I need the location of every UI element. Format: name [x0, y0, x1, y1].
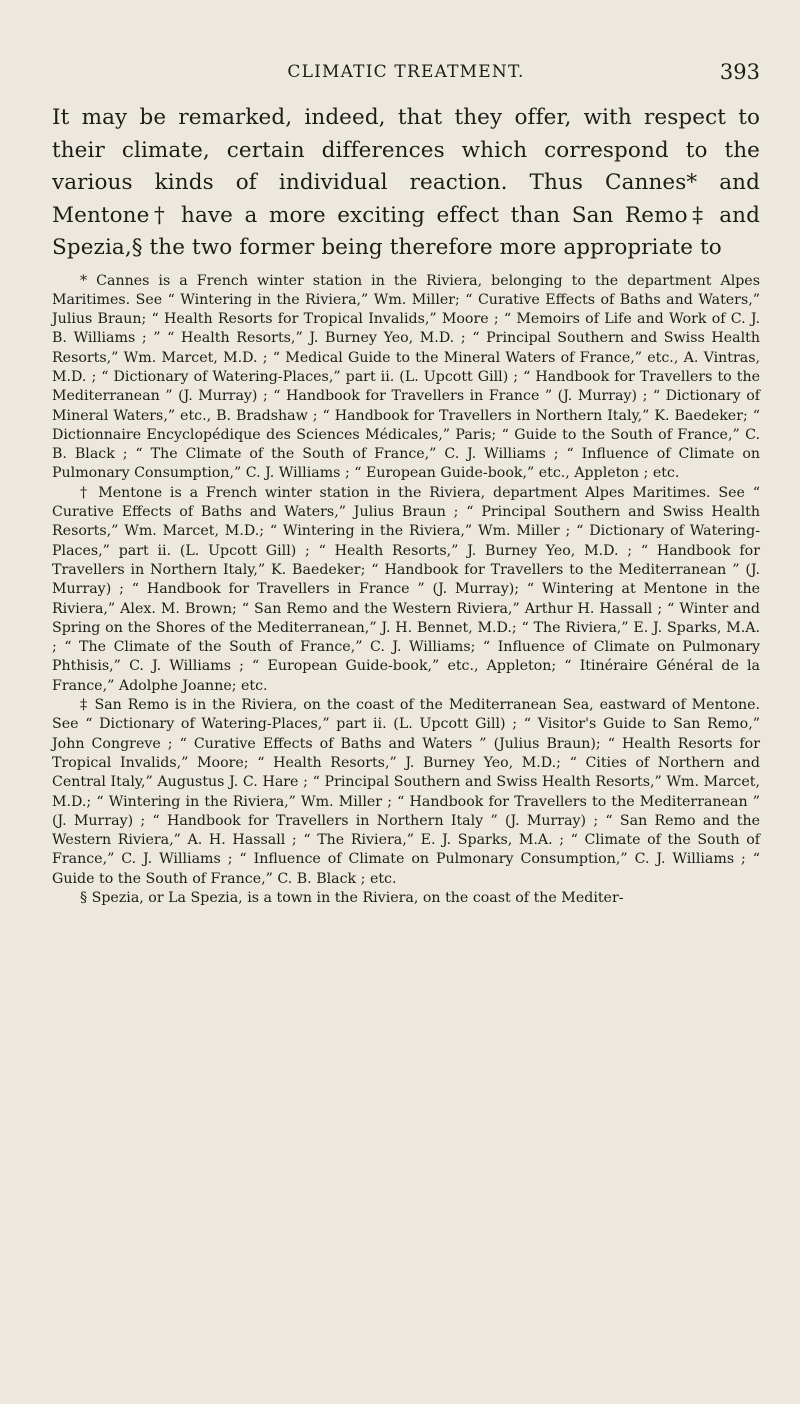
footnotes — [52, 272, 760, 909]
body-paragraph: It may be remarked, indeed, that they offer, with respect to their climate, certain differences which correspond to the various kinds of individual reaction. Thus Cannes* and Mentone† have a more exciting effect than San Remo‡ and Spezia,§ the two former being therefore more appropriate to — [52, 105, 760, 260]
book-page — [0, 62, 800, 1404]
running-head — [52, 62, 760, 102]
page-number: 393 — [719, 60, 760, 84]
footnote-cannes: * Cannes is a French winter station in the Riviera, belonging to the department Alpes Maritimes. See “ Wintering in the Riviera,” Wm. Miller; “ Curative Effects of Baths and Waters,” Julius Braun; “ Health Resorts for Tropical Invalids,” Moore ; “ Memoirs of Life and Work of C. J. B. Williams ; ” “ Health Resorts,” J. Burney Yeo, M.D. ; “ Principal Southern and Swiss Health Resorts,” Wm. Marcet, M.D. ; “ Medical Guide to the Mineral Waters of France,” etc., A. Vintras, M.D. ; “ Dictionary of Watering-Places,” part ii. (L. Upcott Gill) ; “ Handbook for Travellers to the Mediterranean ” (J. Murray) ; “ Handbook for Travellers in France ” (J. Murray) ; “ Dictionary of Mineral Waters,” etc., B. Bradshaw ; “ Handbook for Travellers in Northern Italy,” K. Baedeker; “ Dictionnaire Encyclopédique des Sciences Médicales,” Paris; “ Guide to the South of France,” C. B. Black ; “ The Climate of the South of France,” C. J. Williams ; “ Influence of Climate on Pulmonary Consumption,” C. J. Williams ; “ European Guide-book,” etc., Appleton ; etc. — [52, 272, 760, 482]
running-title: CLIMATIC TREATMENT. — [287, 62, 525, 82]
footnote-san-remo: ‡ San Remo is in the Riviera, on the coast of the Mediterranean Sea, eastward of Mentone. See “ Dictionary of Watering-Places,” part ii. (L. Upcott Gill) ; “ Visitor's Guide to San Remo,” John Congreve ; “ Curative Effects of Baths and Waters ” (Julius Braun); “ Health Resorts for Tropical Invalids,” Moore; “ Health Resorts,” J. Burney Yeo, M.D.; “ Cities of Northern and Central Italy,” Augustus J. C. Hare ; “ Principal Southern and Swiss Health Resorts,” Wm. Marcet, M.D.; “ Wintering in the Riviera,” Wm. Miller ; “ Handbook for Travellers to the Mediterranean ” (J. Murray) ; “ Handbook for Travellers in Northern Italy ” (J. Murray) ; “ San Remo and the Western Riviera,” A. H. Hassall ; “ The Riviera,” E. J. Sparks, M.A. ; “ Climate of the South of France,” C. J. Williams ; “ Influence of Climate on Pulmonary Consumption,” C. J. Williams ; “ Guide to the South of France,” C. B. Black ; etc. — [52, 697, 760, 887]
footnote-spezia: § Spezia, or La Spezia, is a town in the Riviera, on the coast of the Mediter- — [80, 890, 624, 906]
footnote-mentone: † Mentone is a French winter station in the Riviera, department Alpes Maritimes. See “ Curative Effects of Baths and Waters,” Julius Braun ; “ Principal Southern and Swiss Health Resorts,” Wm. Marcet, M.D.; “ Wintering in the Riviera,” Wm. Miller ; “ Dictionary of Watering-Places,” part ii. (L. Upcott Gill) ; “ Health Resorts,” J. Burney Yeo, M.D. ; “ Handbook for Travellers in Northern Italy,” K. Baedeker; “ Handbook for Travellers to the Mediterranean ” (J. Murray) ; “ Handbook for Travellers in France ” (J. Murray); “ Wintering at Mentone in the Riviera,” Alex. M. Brown; “ San Remo and the Western Riviera,” Arthur H. Hassall ; “ Winter and Spring on the Shores of the Mediterranean,” J. H. Bennet, M.D.; “ The Riviera,” E. J. Sparks, M.A. ; “ The Climate of the South of France,” C. J. Williams; “ Influence of Climate on Pulmonary Phthisis,” C. J. Williams ; “ European Guide-book,” etc., Appleton; “ Itinéraire Général de la France,” Adolphe Joanne; etc. — [52, 484, 760, 694]
